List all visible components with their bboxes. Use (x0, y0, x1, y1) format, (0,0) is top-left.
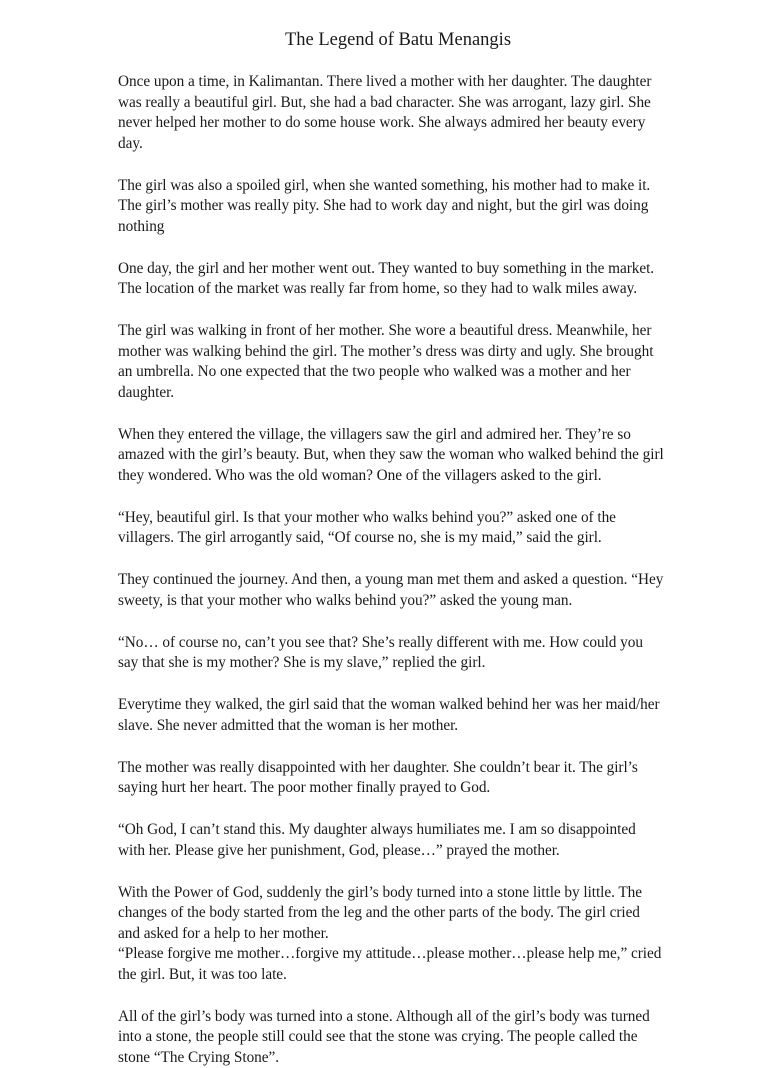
paragraph-walking: The girl was walking in front of her mother. She wore a beautiful dress. Meanwhile, her mother was walking behind the girl. The mother’s dress was dirty and ugly. She brought an umbrella. No one expected that the two people who walked was a mother and her daughter. (118, 321, 664, 403)
paragraph-plea: “Please forgive me mother…forgive my attitude…please mother…please help me,” cried the girl. But, it was too late. (118, 944, 664, 985)
paragraph-crying-stone: All of the girl’s body was turned into a stone. Although all of the girl’s body was turned into a stone, the people still could see that the stone was crying. The people called the stone “The Crying Stone”. (118, 1007, 664, 1068)
paragraph-denial: Everytime they walked, the girl said that the woman walked behind her was her maid/her slave. She never admitted that the woman is her mother. (118, 695, 664, 736)
paragraph-prayer: “Oh God, I can’t stand this. My daughter always humiliates me. I am so disappointed with her. Please give her punishment, God, please…” prayed the mother. (118, 820, 664, 861)
paragraph-young-man: They continued the journey. And then, a young man met them and asked a question. “Hey sweety, is that your mother who walks behind you?” asked the young man. (118, 570, 664, 611)
paragraph-turning-to-stone: With the Power of God, suddenly the girl’s body turned into a stone little by little. The changes of the body started from the leg and the other parts of the body. The girl cried and asked for a help to her mother. (118, 883, 664, 945)
paragraph-village: When they entered the village, the villagers saw the girl and admired her. They’re so amazed with the girl’s beauty. But, when they saw the woman who walked behind the girl they wondered. Who was the old woman? One of the villagers asked to the girl. (118, 425, 664, 487)
paragraph-villager-question: “Hey, beautiful girl. Is that your mother who walks behind you?” asked one of the villagers. The girl arrogantly said, “Of course no, she is my maid,” said the girl. (118, 508, 664, 549)
paragraph-going-to-market: One day, the girl and her mother went out. They wanted to buy something in the market. The location of the market was really far from home, so they had to walk miles away. (118, 259, 664, 300)
paragraph-introduction: Once upon a time, in Kalimantan. There lived a mother with her daughter. The daughter was really a beautiful girl. But, she had a bad character. She was arrogant, lazy girl. She never helped her mother to do some house work. She always admired her beauty every day. (118, 72, 664, 154)
paragraph-spoiled-girl: The girl was also a spoiled girl, when she wanted something, his mother had to make it. The girl’s mother was really pity. She had to work day and night, but the girl was doing nothing (118, 176, 664, 238)
document-title: The Legend of Batu Menangis (118, 28, 664, 52)
paragraph-mother-disappointed: The mother was really disappointed with her daughter. She couldn’t bear it. The girl’s saying hurt her heart. The poor mother finally prayed to God. (118, 758, 664, 799)
paragraph-girl-reply: “No… of course no, can’t you see that? She’s really different with me. How could you say that she is my mother? She is my slave,” replied the girl. (118, 633, 664, 674)
